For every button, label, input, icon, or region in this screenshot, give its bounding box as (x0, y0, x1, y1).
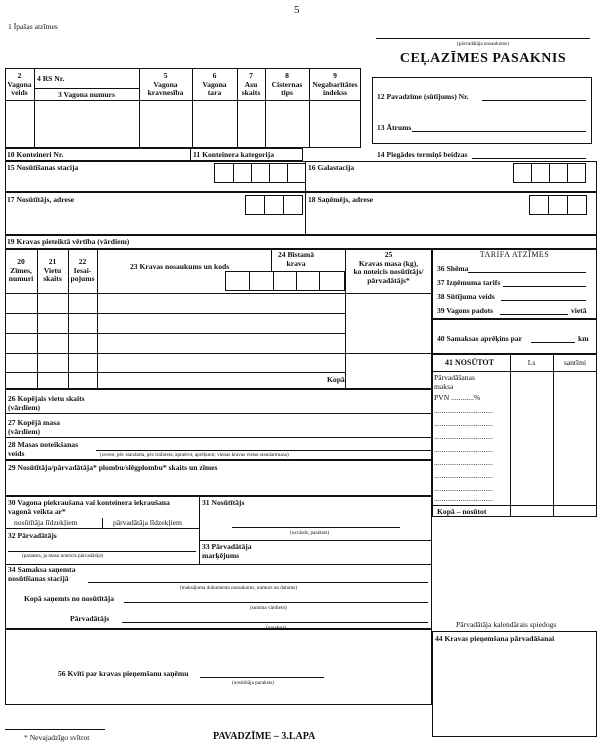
dest-code-cell[interactable] (549, 163, 568, 183)
calc-km-field[interactable] (531, 342, 575, 343)
carrier-sign-label: 32 Pārvadātājs (8, 531, 57, 540)
loading-option-sender[interactable]: nosūtītāja līdzekļiem (14, 518, 78, 527)
consignment-box (372, 77, 592, 144)
cargo-code-cell[interactable] (273, 271, 297, 291)
sender-code-cell[interactable] (264, 195, 284, 215)
acceptance-box (432, 631, 597, 737)
calc-km-label: 40 Samaksas aprēķins par (437, 334, 523, 343)
acceptance-label: 44 Kravas pieņemšana pārvadāšanai (435, 634, 555, 643)
carrier-name-line (376, 38, 590, 39)
carrier-signature-field[interactable] (122, 622, 428, 623)
wagon-provided-suffix: vietā (571, 306, 587, 315)
containers-label: 10 Konteineri Nr. (7, 150, 64, 159)
wagon-provided-field[interactable] (500, 314, 568, 315)
receipt-sign-caption: (nosūtītāja paraksts) (232, 680, 274, 686)
exception-tariff-field[interactable] (503, 286, 586, 287)
carrier-marking-label: 33 Pārvadātāja marķējums (202, 542, 252, 560)
col-tare: 6 Vagona tara (202, 71, 227, 97)
loading-label: 30 Vagona piekraušana vai konteinera iekraušana vagonā veikta ar* (8, 498, 170, 516)
carrier-charges-label: Pārvadāšanas maksa (434, 373, 475, 391)
dep-code-cell[interactable] (233, 163, 252, 183)
charge-line: ............................... (434, 494, 493, 503)
charge-line: ............................... (434, 406, 493, 415)
loading-option-carrier[interactable]: pārvadātāja līdzekļiem (113, 518, 182, 527)
scheme-label: 36 Shēma (437, 264, 469, 273)
sender-code-cell[interactable] (283, 195, 303, 215)
col-wagon-number: 3 Vagona numurs (58, 90, 115, 99)
receiver-label: 18 Saņēmējs, adrese (308, 195, 374, 204)
footer-title: PAVADZĪME – 3.LAPA (213, 731, 316, 742)
consignment-nr-field[interactable] (482, 100, 586, 101)
cargo-code-cell[interactable] (319, 271, 345, 291)
col-santimi: santīmi (563, 358, 587, 367)
col-dangerous: 24 Bīstamā krava (277, 250, 315, 268)
receiver-code-cell[interactable] (529, 195, 549, 215)
total-sending-label: Kopā – nosūtot (437, 507, 487, 516)
charge-line: ............................... (434, 432, 493, 441)
delivery-deadline-label: 14 Piegādes termiņš beidzas (377, 150, 468, 159)
page-number: 5 (294, 4, 300, 16)
receipt-sign-field[interactable] (200, 677, 324, 678)
col-oversize: 9 Negabarītātes indekss (312, 71, 358, 97)
speed-label: 13 Ātrums (377, 123, 412, 132)
charge-line: ............................... (434, 419, 493, 428)
dep-code-cell[interactable] (287, 163, 306, 183)
special-marks-label: 1 Īpašas atzīmes (8, 22, 58, 31)
receiver-code-cell[interactable] (567, 195, 587, 215)
departure-station-label: 15 Nosūtīšanas stacija (7, 163, 79, 172)
sender-sign-caption: (uzvārds, paraksts) (290, 530, 330, 536)
payment-doc-caption: (maksājuma dokumenta nosaukums, numurs un datums) (180, 585, 297, 591)
exception-tariff-label: 37 Izņēmuma tarifs (437, 278, 501, 287)
total-mass-label: 27 Kopējā masa (vārdiem) (8, 418, 60, 436)
col-packaging: 22 Iesai- pojums (70, 257, 95, 283)
dest-code-cell[interactable] (567, 163, 586, 183)
col-tank-type: 8 Cisternas tips (271, 71, 303, 97)
doc-title: CEĻAZĪMES PASAKNIS (399, 51, 567, 66)
dest-code-cell[interactable] (531, 163, 550, 183)
footnote: * Nevajadzīgo svītrot (24, 733, 90, 742)
sender-sign-label: 31 Nosūtītājs (202, 498, 245, 507)
consignment-nr-label: 12 Pavadzīme (sūtījums) Nr. (377, 92, 469, 101)
container-category-label: 11 Konteinera kategorija (193, 150, 274, 159)
calendar-stamp-label: Pārvadātāja kalendārais spiedogs (456, 620, 557, 629)
received-total-caption: (summa vārdiem) (250, 605, 287, 611)
col-wagon-type: 2 Vagona veids (7, 71, 32, 97)
col-axles: 7 Asu skaits (241, 71, 261, 97)
tariff-title: TARIFA ATZĪMES (479, 250, 550, 259)
cargo-code-cell[interactable] (225, 271, 250, 291)
col-rs-nr: 4 RS Nr. (37, 74, 65, 83)
cargo-code-cell[interactable] (249, 271, 274, 291)
weighing-method-label: 28 Masas noteikšanas veids (8, 440, 79, 458)
delivery-deadline-field[interactable] (472, 158, 586, 159)
payment-received-label: 34 Samaksa saņemta nosūtīšanas stacijā (8, 565, 76, 583)
carrier-sign-field[interactable] (8, 551, 196, 552)
consignment-type-field[interactable] (501, 300, 586, 301)
sender-code-cell[interactable] (245, 195, 265, 215)
col-ls: Ls (527, 358, 536, 367)
declared-value-label: 19 Kravas pieteiktā vērtība (vārdiem) (7, 237, 130, 246)
receipt-label: 56 Kvīti par kravas pieņemšanu saņēmu (58, 669, 189, 678)
sender-label: 17 Nosūtītājs, adrese (7, 195, 75, 204)
vat-label: PVN ............% (434, 393, 481, 402)
charge-line: ............................... (434, 484, 493, 493)
consignment-type-label: 38 Sūtījuma veids (437, 292, 495, 301)
charge-line: ............................... (434, 458, 493, 467)
speed-field[interactable] (412, 131, 586, 132)
sending-header: 41 NOSŪTOT (445, 358, 494, 367)
charge-line: ............................... (434, 471, 493, 480)
carrier-signature-caption: (paraksts) (266, 625, 287, 631)
destination-label: 16 Galastacija (308, 163, 355, 172)
col-places: 21 Vietu skaits (43, 257, 62, 283)
cargo-code-cell[interactable] (296, 271, 320, 291)
charge-line: ............................... (434, 445, 493, 454)
dep-code-cell[interactable] (251, 163, 270, 183)
col-cargo-name: 23 Kravas nosaukums un kods (130, 262, 230, 271)
received-total-field[interactable] (124, 602, 428, 603)
km-suffix: km (578, 334, 589, 343)
dep-code-cell[interactable] (214, 163, 234, 183)
col-mass: 25 Kravas masa (kg), ko noteicis nosūtītājs/ pārvadātājs* (353, 250, 424, 285)
scheme-field[interactable] (468, 272, 586, 273)
cargo-total-label: Kopā (327, 375, 345, 384)
receiver-code-cell[interactable] (548, 195, 568, 215)
weighing-method-caption: (sverot, pēc standarta, pēc trafareta, apmērot, aprēķinot; vienas kravas vietas standartmasa) (100, 452, 289, 458)
col-marks: 20 Zīmes, numuri (8, 257, 34, 283)
carrier-label: Pārvadātājs (70, 614, 110, 623)
seals-label: 29 Nosūtītāja/pārvadātāja* plombu/slēgplombu* skaits un zīmes (8, 463, 218, 472)
wagon-provided-label: 39 Vagons padots (437, 306, 494, 315)
dep-code-cell[interactable] (269, 163, 288, 183)
sender-sign-field[interactable] (232, 527, 400, 528)
col-capacity: 5 Vagona kravnesība (147, 71, 184, 97)
payment-doc-field[interactable] (88, 582, 428, 583)
dest-code-cell[interactable] (513, 163, 532, 183)
received-total-label: Kopā saņemts no nosūtītāja (24, 594, 115, 603)
carrier-name-caption: (pārvadātāja nosaukums) (457, 41, 509, 47)
carrier-sign-caption: (paraksts, ja masu noteicis pārvadātājs) (22, 553, 104, 559)
total-places-label: 26 Kopējais vietu skaits (vārdiem) (8, 394, 85, 412)
